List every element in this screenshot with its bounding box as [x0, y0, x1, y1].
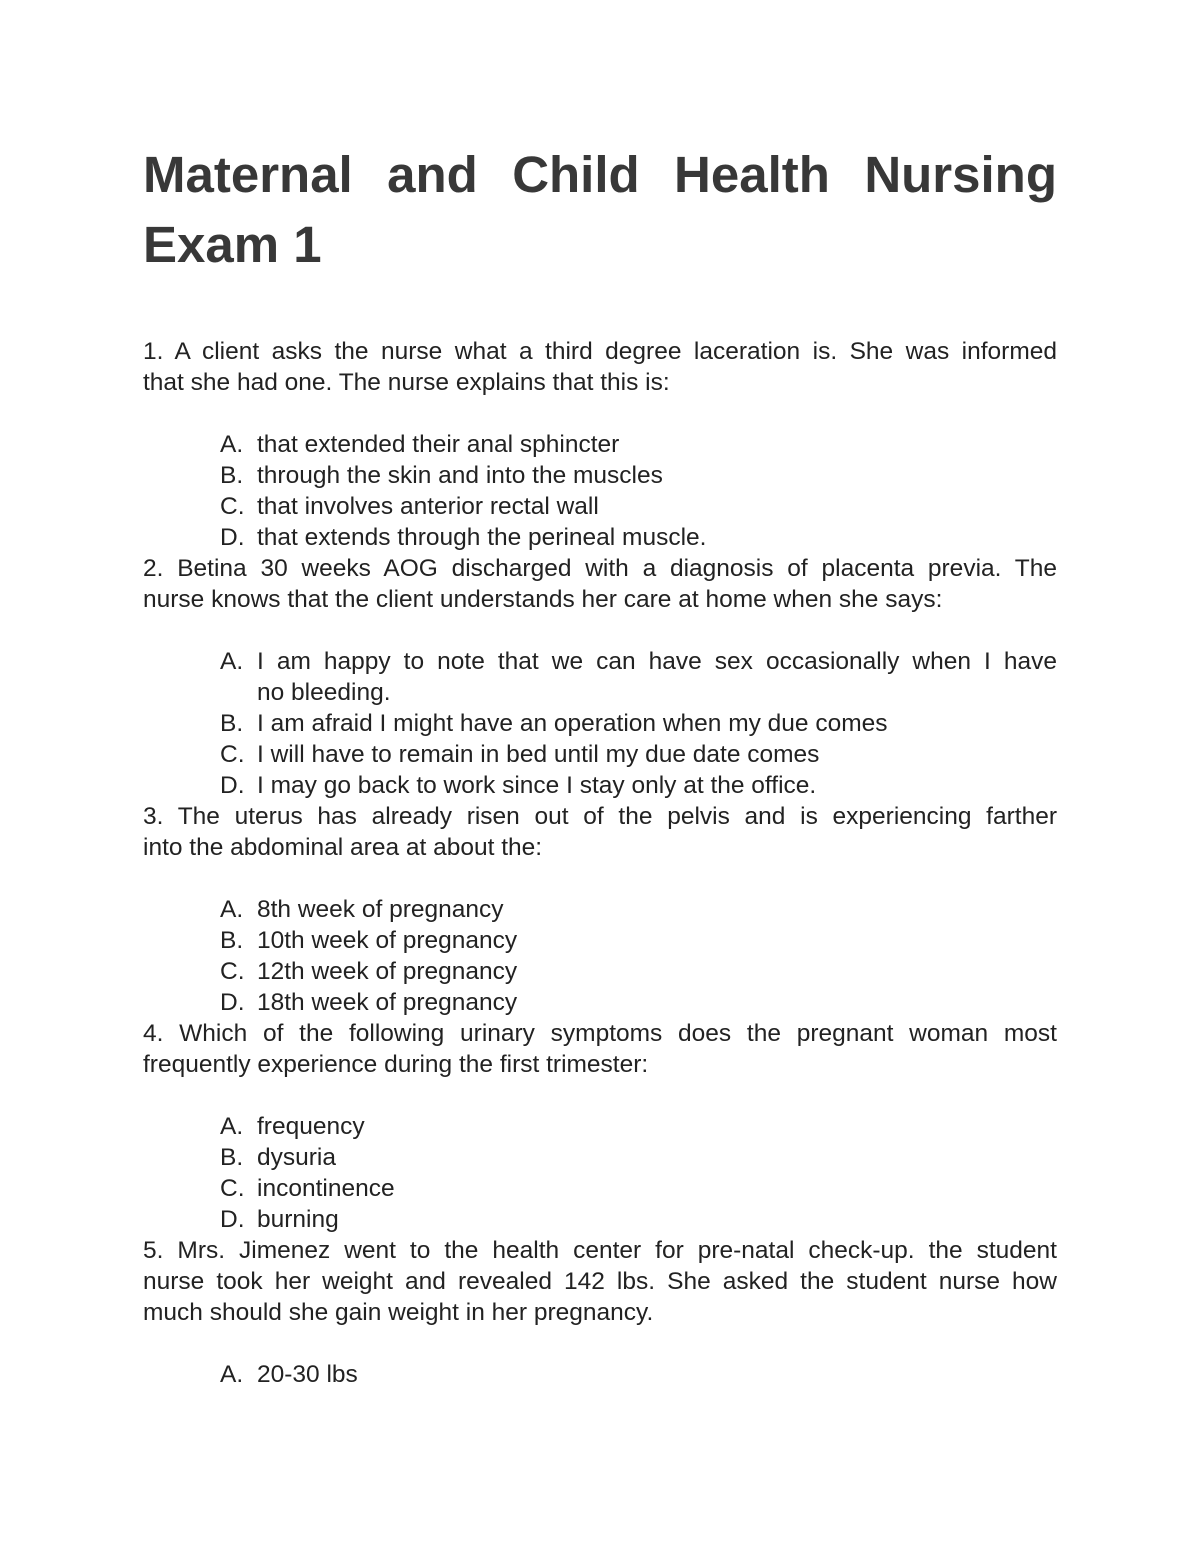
option-letter: A.	[220, 431, 244, 458]
title-line-1: Maternal and Child Health Nursing	[143, 146, 1057, 203]
question-stem-line: that she had one. The nurse explains that this is:	[143, 369, 670, 396]
question-stem-line: 2. Betina 30 weeks AOG discharged with a diagnosis of placenta previa. The	[143, 555, 1057, 582]
question-5	[143, 1235, 1057, 1390]
answer-option	[143, 956, 1057, 987]
question-stem-line: into the abdominal area at about the:	[143, 834, 543, 861]
question-stem-line: frequently experience during the first trimester:	[143, 1051, 649, 1078]
option-text	[257, 956, 1057, 987]
answer-option	[143, 1142, 1057, 1173]
option-letter: B.	[220, 710, 244, 737]
option-text-line: no bleeding.	[257, 679, 391, 706]
answer-options	[143, 646, 1057, 801]
answer-option	[143, 1204, 1057, 1235]
option-text-line: that extended their anal sphincter	[257, 431, 620, 458]
question-stem-line: 3. The uterus has already risen out of the pelvis and is experiencing farther	[143, 803, 1057, 830]
option-letter: A.	[220, 1361, 244, 1388]
option-text-line: 10th week of pregnancy	[257, 927, 518, 954]
option-letter: A.	[220, 1113, 244, 1140]
question-2	[143, 553, 1057, 801]
option-letter: D.	[220, 772, 245, 799]
option-text-line: incontinence	[257, 1175, 395, 1202]
option-text-line: burning	[257, 1206, 339, 1233]
answer-option	[143, 429, 1057, 460]
question-stem	[143, 1235, 1057, 1328]
answer-option	[143, 460, 1057, 491]
question-stem-line: 4. Which of the following urinary symptoms does the pregnant woman most	[143, 1020, 1057, 1047]
question-list	[143, 336, 1057, 1390]
question-stem-line: nurse knows that the client understands her care at home when she says:	[143, 586, 943, 613]
answer-option	[143, 1111, 1057, 1142]
option-text-line: I will have to remain in bed until my due date comes	[257, 741, 820, 768]
option-letter: B.	[220, 462, 244, 489]
option-text	[257, 894, 1057, 925]
option-text-line: that extends through the perineal muscle.	[257, 524, 707, 551]
option-letter: D.	[220, 989, 245, 1016]
option-text-line: that involves anterior rectal wall	[257, 493, 599, 520]
option-text	[257, 1142, 1057, 1173]
question-stem-line: much should she gain weight in her pregnancy.	[143, 1299, 654, 1326]
answer-option	[143, 646, 1057, 708]
answer-option	[143, 987, 1057, 1018]
option-text	[257, 1173, 1057, 1204]
option-text-line: 18th week of pregnancy	[257, 989, 518, 1016]
option-text	[257, 1359, 1057, 1390]
option-text-line: 12th week of pregnancy	[257, 958, 518, 985]
answer-options	[143, 429, 1057, 553]
option-letter: C.	[220, 741, 245, 768]
question-1	[143, 336, 1057, 553]
option-text	[257, 708, 1057, 739]
option-letter: B.	[220, 927, 244, 954]
option-text	[257, 646, 1057, 708]
option-text	[257, 460, 1057, 491]
option-text-line: I may go back to work since I stay only at the office.	[257, 772, 817, 799]
option-letter: A.	[220, 648, 244, 675]
option-text-line: I am happy to note that we can have sex occasionally when I have	[257, 648, 1057, 675]
option-text	[257, 739, 1057, 770]
question-3	[143, 801, 1057, 1018]
question-stem-line: nurse took her weight and revealed 142 lbs. She asked the student nurse how	[143, 1268, 1057, 1295]
option-text-line: dysuria	[257, 1144, 336, 1171]
option-letter: C.	[220, 958, 245, 985]
option-letter: D.	[220, 524, 245, 551]
document-title	[143, 140, 1057, 280]
option-text-line: frequency	[257, 1113, 365, 1140]
option-letter: C.	[220, 1175, 245, 1202]
option-text	[257, 491, 1057, 522]
answer-option	[143, 894, 1057, 925]
option-text-line: through the skin and into the muscles	[257, 462, 663, 489]
question-stem	[143, 801, 1057, 863]
question-stem-line: 1. A client asks the nurse what a third degree laceration is. She was informed	[143, 338, 1057, 365]
question-stem-line: 5. Mrs. Jimenez went to the health center for pre-natal check-up. the student	[143, 1237, 1057, 1264]
answer-option	[143, 491, 1057, 522]
title-line-2: Exam 1	[143, 216, 322, 273]
answer-options	[143, 1359, 1057, 1390]
option-text-line: I am afraid I might have an operation when my due comes	[257, 710, 888, 737]
answer-options	[143, 1111, 1057, 1235]
answer-option	[143, 770, 1057, 801]
answer-option	[143, 708, 1057, 739]
question-stem	[143, 553, 1057, 615]
answer-option	[143, 925, 1057, 956]
answer-option	[143, 739, 1057, 770]
answer-options	[143, 894, 1057, 1018]
option-letter: C.	[220, 493, 245, 520]
answer-option	[143, 522, 1057, 553]
option-text	[257, 522, 1057, 553]
option-letter: D.	[220, 1206, 245, 1233]
question-stem	[143, 1018, 1057, 1080]
option-text	[257, 987, 1057, 1018]
option-text	[257, 1111, 1057, 1142]
option-letter: B.	[220, 1144, 244, 1171]
option-letter: A.	[220, 896, 244, 923]
option-text-line: 8th week of pregnancy	[257, 896, 504, 923]
option-text	[257, 770, 1057, 801]
option-text	[257, 925, 1057, 956]
answer-option	[143, 1173, 1057, 1204]
question-stem	[143, 336, 1057, 398]
answer-option	[143, 1359, 1057, 1390]
question-4	[143, 1018, 1057, 1235]
option-text	[257, 429, 1057, 460]
option-text	[257, 1204, 1057, 1235]
option-text-line: 20-30 lbs	[257, 1361, 358, 1388]
